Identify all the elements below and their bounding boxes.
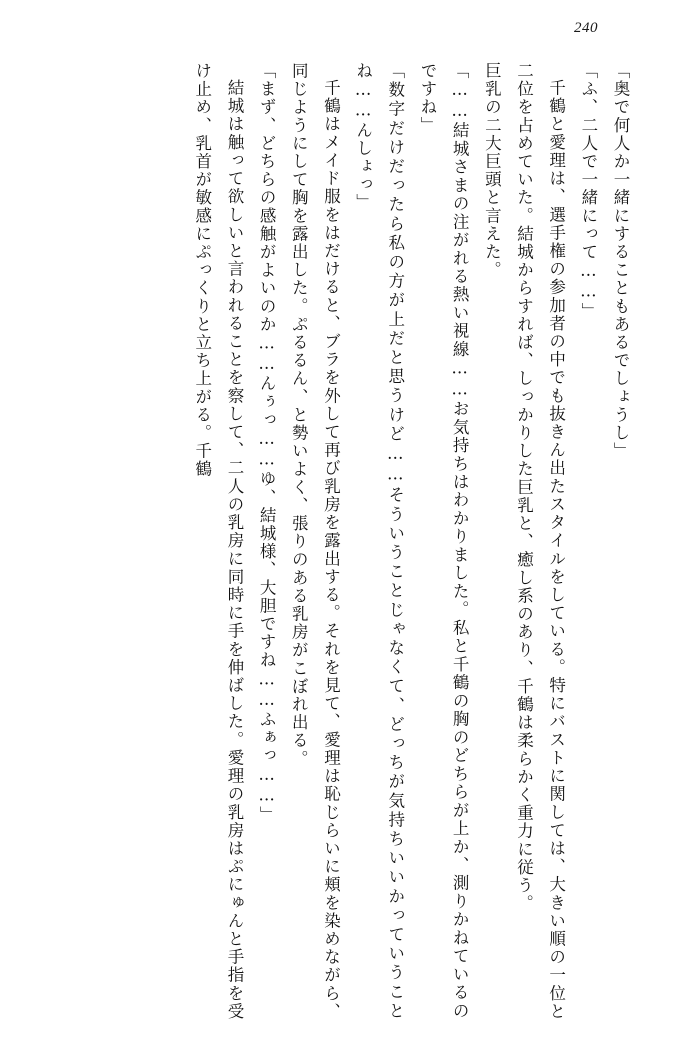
page-number: 240 <box>574 20 598 36</box>
paragraph: 結城は触って欲しいと言われることを察して、二人の乳房に同時に手を伸ばした。愛理の乳房はぷにゅんと手指を受け止め、乳首が敏感にぷっくりと立ち上がる。千鶴 <box>192 62 244 1020</box>
paragraph: 「まず、どちらの感触がよいのか……んぅっ……ゆ、結城様、大胆ですね……ふぁっ……」 <box>257 62 277 825</box>
paragraph: 「……結城さまの注がれる熱い視線……お気持ちはわかりました。私と千鶴の胸のどちらが上か、測りかねているのですね」 <box>417 62 470 1020</box>
paragraph: 千鶴はメイド服をはだけると、ブラを外して再び乳房を露出する。それを見て、愛理は恥じらいに頬を染めながら、同じようにして胸を露出した。ぷるるん、と勢いよく、張りのある乳房がこぼれ出る。 <box>289 62 341 1020</box>
paragraph: 千鶴と愛理は、選手権の参加者の中でも抜きん出たスタイルをしている。特にバストに関しては、大きい順の一位と二位を占めていた。結城からすれば、しっかりした巨乳と、癒し系のあり、千鶴は柔らかく重力に従う。 <box>514 62 566 1020</box>
paragraph: 「ふ、二人で一緒にって……」 <box>578 62 598 321</box>
paragraph: 「奥で何人か一緒にすることもあるでしょうし」 <box>611 62 630 461</box>
page-body-text <box>40 62 636 1020</box>
paragraph: 「数字だけだったら私の方が上だと思うけど……そういうことじゃなくて、どっちが気持ちいいかっていうことね……んしょっ」 <box>353 62 405 1020</box>
paragraph: 巨乳の二大巨頭と言えた。 <box>482 62 502 280</box>
